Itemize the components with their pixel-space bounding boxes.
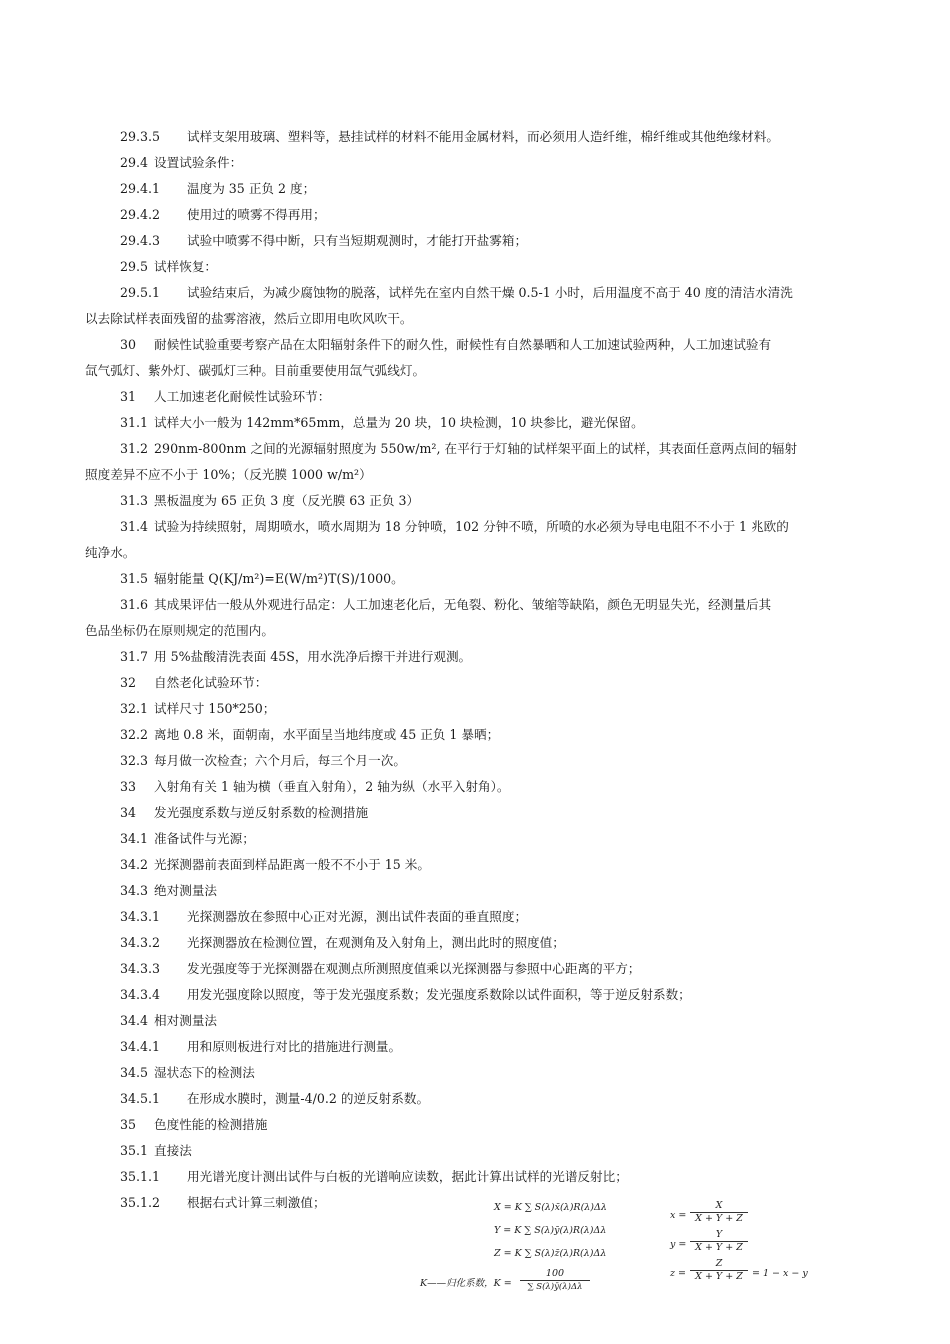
k-denominator: ∑ S(λ)ȳ(λ)Δλ bbox=[527, 1282, 583, 1292]
clause-31-2-cont bbox=[85, 467, 860, 483]
clause-35-1-1 bbox=[120, 1169, 860, 1185]
clause-text: 氙气弧灯、紫外灯、碳弧灯三种。目前重要使用氙气弧线灯。 bbox=[85, 363, 426, 378]
clause-31-3 bbox=[120, 493, 860, 509]
clause-text: 试验为持续照射，周期喷水，喷水周期为 18 分钟喷，102 分钟不喷，所喷的水必须为导电电阻不不小于 1 兆欧的 bbox=[154, 519, 789, 534]
clause-number: 31.1 bbox=[120, 415, 149, 430]
clause-number: 32.2 bbox=[120, 727, 149, 742]
clause-text: 发光强度等于光探测器在观测点所测照度值乘以光探测器与参照中心距离的平方； bbox=[187, 961, 641, 976]
clause-29-4-1 bbox=[120, 181, 860, 197]
clause-number: 34.4.1 bbox=[120, 1039, 161, 1054]
clause-number: 34 bbox=[120, 805, 137, 820]
clause-number: 35 bbox=[120, 1117, 137, 1132]
clause-31-5 bbox=[120, 571, 860, 587]
clause-text: 纯净水。 bbox=[85, 545, 136, 560]
clause-34-1 bbox=[120, 831, 860, 847]
clause-29-4-2 bbox=[120, 207, 860, 223]
clause-text: 用 5%盐酸清洗表面 45S，用水洗净后擦干并进行观测。 bbox=[154, 649, 472, 664]
clause-text: 色度性能的检测措施 bbox=[154, 1117, 268, 1132]
clause-30-cont bbox=[85, 363, 860, 379]
clause-34-3-4 bbox=[120, 987, 860, 1003]
clause-text: 试验中喷雾不得中断，只有当短期观测时，才能打开盐雾箱； bbox=[187, 233, 528, 248]
clause-text: 290nm-800nm 之间的光源辐射照度为 550w/m², 在平行于灯轴的试样架平面上的试样，其表面任意两点间的辐射 bbox=[154, 441, 798, 456]
clause-text: 人工加速老化耐候性试验环节： bbox=[154, 389, 331, 404]
clause-number: 32 bbox=[120, 675, 137, 690]
clause-number: 33 bbox=[120, 779, 137, 794]
clause-number: 29.3.5 bbox=[120, 129, 161, 144]
clause-text: 光探测器放在检测位置，在观测角及入射角上，测出此时的照度值； bbox=[187, 935, 565, 950]
y-numerator: Y bbox=[715, 1229, 723, 1240]
formula-z-tail: = 1 − x − y bbox=[752, 1268, 808, 1279]
clause-32-2 bbox=[120, 727, 860, 743]
clause-31-2 bbox=[120, 441, 860, 457]
clause-text: 发光强度系数与逆反射系数的检测措施 bbox=[154, 805, 369, 820]
clause-number: 35.1 bbox=[120, 1143, 149, 1158]
clause-34-3-2 bbox=[120, 935, 860, 951]
clause-number: 34.3.1 bbox=[120, 909, 161, 924]
clause-number: 31.2 bbox=[120, 441, 149, 456]
clause-text: 准备试件与光源； bbox=[154, 831, 255, 846]
z-numerator: Z bbox=[715, 1258, 723, 1269]
x-denominator: X + Y + Z bbox=[695, 1213, 743, 1224]
clause-number: 29.4.3 bbox=[120, 233, 161, 248]
clause-number: 34.3.4 bbox=[120, 987, 161, 1002]
clause-text: 温度为 35 正负 2 度； bbox=[187, 181, 316, 196]
clause-text: 自然老化试验环节： bbox=[154, 675, 268, 690]
clause-number: 34.2 bbox=[120, 857, 149, 872]
clause-text: 直接法 bbox=[154, 1143, 192, 1158]
clause-31-7 bbox=[120, 649, 860, 665]
formula-z-lhs: z = bbox=[670, 1268, 686, 1279]
clause-31-1 bbox=[120, 415, 860, 431]
clause-34-2 bbox=[120, 857, 860, 873]
clause-text: 入射角有关 1 轴为横（垂直入射角），2 轴为纵（水平入射角）。 bbox=[154, 779, 510, 794]
clause-32 bbox=[120, 675, 860, 691]
clause-31 bbox=[120, 389, 860, 405]
clause-29-4 bbox=[120, 155, 860, 171]
clause-text: 试样支架用玻璃、塑料等，悬挂试样的材料不能用金属材料，而必须用人造纤维，棉纤维或其他绝缘材料。 bbox=[187, 129, 779, 144]
clause-number: 34.3 bbox=[120, 883, 149, 898]
clause-34-5-1 bbox=[120, 1091, 860, 1107]
clause-text: 其成果评估一般从外观进行品定：人工加速老化后，无龟裂、粉化、皱缩等缺陷，颜色无明显失光，经测量后其 bbox=[154, 597, 772, 612]
clause-32-1 bbox=[120, 701, 860, 717]
clause-29-5-1 bbox=[120, 285, 860, 301]
clause-text: 在形成水膜时，测量-4/0.2 的逆反射系数。 bbox=[187, 1091, 430, 1106]
clause-number: 34.5 bbox=[120, 1065, 149, 1080]
clause-34-5 bbox=[120, 1065, 860, 1081]
clause-34-3-1 bbox=[120, 909, 860, 925]
clause-number: 34.4 bbox=[120, 1013, 149, 1028]
clause-number: 31.5 bbox=[120, 571, 149, 586]
clause-text: 辐射能量 Q(KJ/m²)=E(W/m²)T(S)/1000。 bbox=[154, 571, 404, 586]
clause-35 bbox=[120, 1117, 860, 1133]
clause-text: 光探测器前表面到样品距离一般不不小于 15 米。 bbox=[154, 857, 430, 872]
clause-text: 照度差异不应不小于 10%；（反光膜 1000 w/m²） bbox=[85, 467, 372, 482]
x-numerator: X bbox=[715, 1200, 723, 1211]
clause-number: 29.5.1 bbox=[120, 285, 161, 300]
clause-text: 色品坐标仍在原则规定的范围内。 bbox=[85, 623, 274, 638]
clause-31-6-cont bbox=[85, 623, 860, 639]
formula-x-lhs: x = bbox=[670, 1210, 687, 1221]
clause-number: 31 bbox=[120, 389, 137, 404]
clause-number: 31.3 bbox=[120, 493, 149, 508]
clause-34-3 bbox=[120, 883, 860, 899]
clause-29-5-1-cont bbox=[85, 311, 860, 327]
clause-number: 31.6 bbox=[120, 597, 149, 612]
clause-34-4-1 bbox=[120, 1039, 860, 1055]
clause-number: 32.3 bbox=[120, 753, 149, 768]
clause-number: 35.1.1 bbox=[120, 1169, 161, 1184]
clause-text: 试样大小一般为 142mm*65mm，总量为 20 块，10 块检测，10 块参比，避光保留。 bbox=[154, 415, 644, 430]
formula-k-label: K——归化系数，K = bbox=[420, 1278, 512, 1289]
clause-30 bbox=[120, 337, 860, 353]
clause-35-1 bbox=[120, 1143, 860, 1159]
clause-31-6 bbox=[120, 597, 860, 613]
clause-number: 31.7 bbox=[120, 649, 149, 664]
clause-text: 用发光强度除以照度，等于发光强度系数；发光强度系数除以试件面积，等于逆反射系数； bbox=[187, 987, 691, 1002]
clause-text: 每月做一次检查；六个月后，每三个月一次。 bbox=[154, 753, 406, 768]
clause-text: 绝对测量法 bbox=[154, 883, 218, 898]
clause-text: 用光谱光度计测出试件与白板的光谱响应读数，据此计算出试样的光谱反射比； bbox=[187, 1169, 628, 1184]
k-numerator: 100 bbox=[545, 1268, 565, 1279]
clause-text: 湿状态下的检测法 bbox=[154, 1065, 255, 1080]
clause-text: 耐候性试验重要考察产品在太阳辐射条件下的耐久性，耐候性有自然暴晒和人工加速试验两种，人工加速试验有 bbox=[154, 337, 772, 352]
clause-35-1-2 bbox=[120, 1195, 860, 1211]
clause-text: 相对测量法 bbox=[154, 1013, 218, 1028]
clause-number: 34.1 bbox=[120, 831, 149, 846]
clause-number: 29.5 bbox=[120, 259, 149, 274]
clause-number: 29.4.1 bbox=[120, 181, 161, 196]
formula-z-tristimulus: Z = K ∑ S(λ)z̄(λ)R(λ)Δλ bbox=[494, 1248, 607, 1259]
clause-text: 以去除试样表面残留的盐雾溶液，然后立即用电吹风吹干。 bbox=[85, 311, 413, 326]
clause-text: 使用过的喷雾不得再用； bbox=[187, 207, 326, 222]
formula-y-lhs: y = bbox=[670, 1239, 687, 1250]
clause-29-5 bbox=[120, 259, 860, 275]
clause-text: 试样尺寸 150*250； bbox=[154, 701, 276, 716]
clause-text: 试样恢复： bbox=[154, 259, 218, 274]
formula-y-tristimulus: Y = K ∑ S(λ)ȳ(λ)R(λ)Δλ bbox=[494, 1225, 607, 1236]
clause-34 bbox=[120, 805, 860, 821]
clause-31-4-cont bbox=[85, 545, 860, 561]
clause-number: 32.1 bbox=[120, 701, 149, 716]
clause-29-4-3 bbox=[120, 233, 860, 249]
clause-29-3-5 bbox=[120, 129, 860, 145]
clause-number: 29.4 bbox=[120, 155, 149, 170]
clause-text: 黑板温度为 65 正负 3 度（反光膜 63 正负 3） bbox=[154, 493, 420, 508]
clause-34-3-3 bbox=[120, 961, 860, 977]
clause-number: 29.4.2 bbox=[120, 207, 161, 222]
clause-text: 用和原则板进行对比的措施进行测量。 bbox=[187, 1039, 402, 1054]
clause-number: 34.5.1 bbox=[120, 1091, 161, 1106]
clause-text: 离地 0.8 米，面朝南，水平面呈当地纬度或 45 正负 1 暴晒； bbox=[154, 727, 500, 742]
y-denominator: X + Y + Z bbox=[695, 1242, 743, 1253]
clause-number: 35.1.2 bbox=[120, 1195, 161, 1210]
clause-32-3 bbox=[120, 753, 860, 769]
clause-number: 34.3.3 bbox=[120, 961, 161, 976]
clause-number: 34.3.2 bbox=[120, 935, 161, 950]
clause-number: 31.4 bbox=[120, 519, 149, 534]
clause-number: 30 bbox=[120, 337, 137, 352]
z-denominator: X + Y + Z bbox=[695, 1271, 743, 1282]
clause-34-4 bbox=[120, 1013, 860, 1029]
clause-text: 试验结束后，为减少腐蚀物的脱落，试样先在室内自然干燥 0.5-1 小时，后用温度不高于 40 度的清洁水清洗 bbox=[187, 285, 793, 300]
clause-text: 设置试验条件： bbox=[154, 155, 243, 170]
clause-text: 根据右式计算三刺激值； bbox=[187, 1195, 326, 1210]
clause-33 bbox=[120, 779, 860, 795]
formula-x-tristimulus: X = K ∑ S(λ)x̄(λ)R(λ)Δλ bbox=[494, 1202, 607, 1213]
clause-text: 光探测器放在参照中心正对光源，测出试件表面的垂直照度； bbox=[187, 909, 528, 924]
clause-31-4 bbox=[120, 519, 860, 535]
